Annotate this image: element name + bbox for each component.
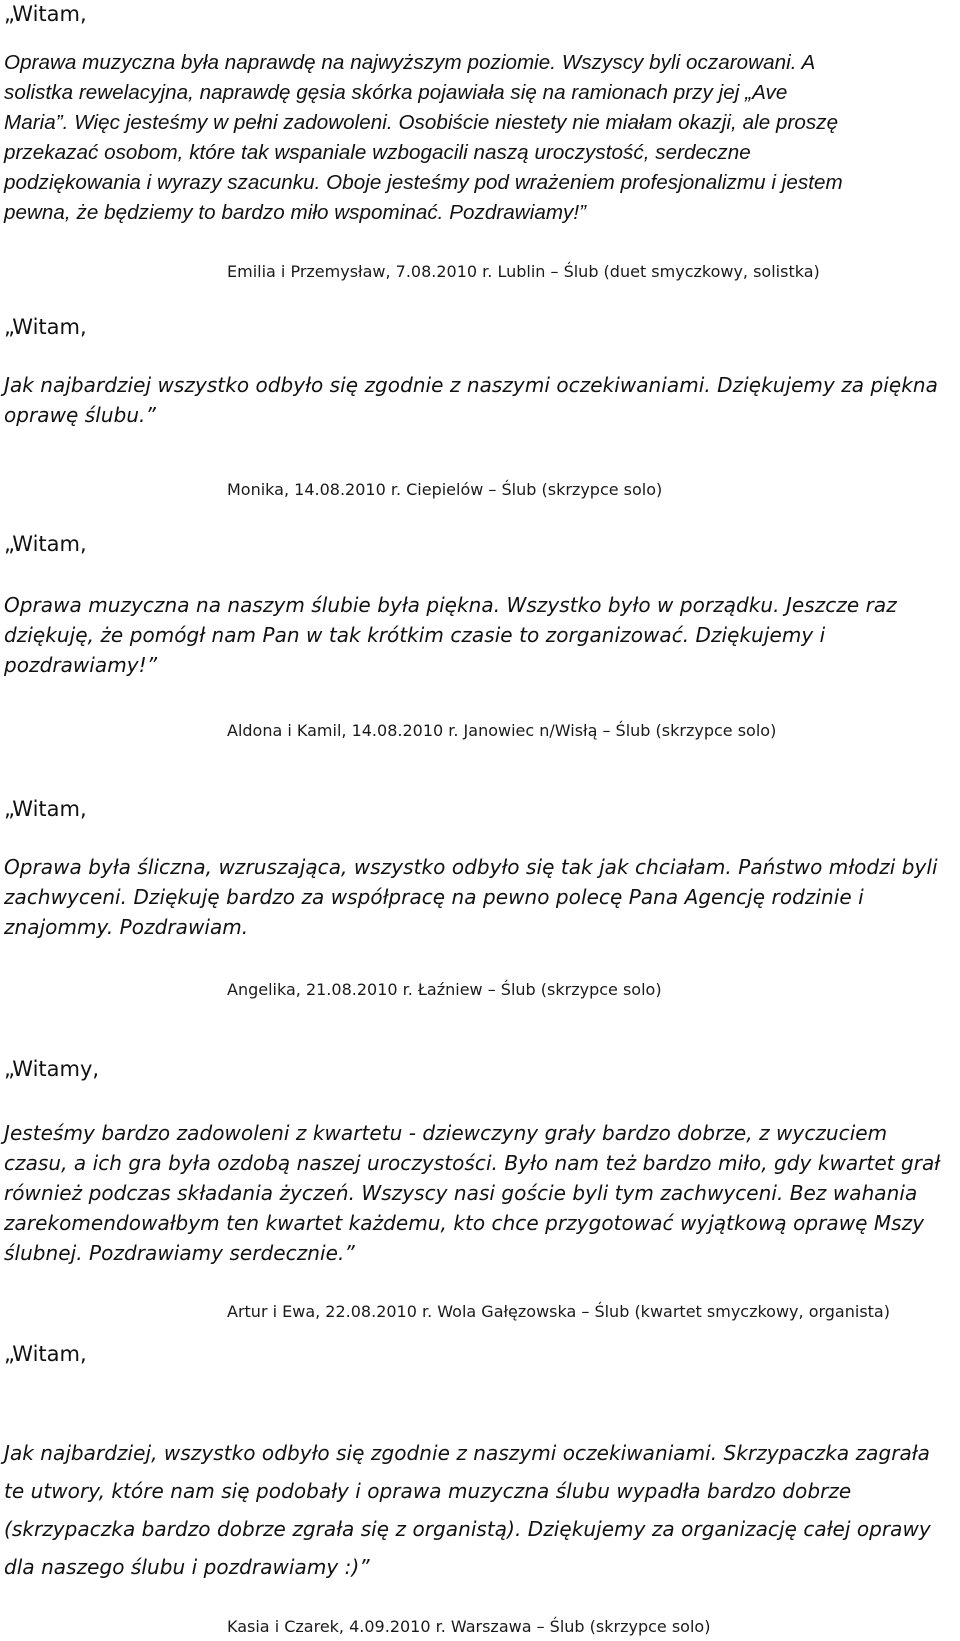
testimonial-2-signature: Monika, 14.08.2010 r. Ciepielów – Ślub (skrzypce solo) bbox=[227, 480, 663, 499]
testimonial-5-signature: Artur i Ewa, 22.08.2010 r. Wola Gałęzowska – Ślub (kwartet smyczkowy, organista) bbox=[227, 1302, 890, 1321]
testimonial-5-text: Jesteśmy bardzo zadowoleni z kwartetu - dziewczyny grały bardzo dobrze, z wyczuciem czasu, a ich gra była ozdobą naszej uroczystości. Było nam też bardzo miło, gdy kwartet grał również podczas składania życzeń. Wszyscy nasi goście byli tym zachwyceni. Bez wahania zarekomendowałbym ten kwartet każdemu, kto chce przygotować wyjątkową oprawę Mszy ślubnej. Pozdrawiamy serdecznie.” bbox=[4, 1121, 941, 1265]
testimonial-1-signature: Emilia i Przemysław, 7.08.2010 r. Lublin – Ślub (duet smyczkowy, solistka) bbox=[227, 262, 820, 281]
testimonial-2-greeting: „Witam, bbox=[4, 315, 87, 339]
testimonial-3-greeting: „Witam, bbox=[4, 532, 87, 556]
testimonial-6-greeting: „Witam, bbox=[4, 1342, 87, 1366]
testimonial-4-text: Oprawa była śliczna, wzruszająca, wszystko odbyło się tak jak chciałam. Państwo młodzi byli zachwyceni. Dziękuję bardzo za współpracę na pewno polecę Pana Agencję rodzinie i znajommy. Pozdrawiam. bbox=[4, 855, 938, 939]
testimonial-4-signature: Angelika, 21.08.2010 r. Łaźniew – Ślub (skrzypce solo) bbox=[227, 980, 662, 999]
testimonial-2-text: Jak najbardziej wszystko odbyło się zgodnie z naszymi oczekiwaniami. Dziękujemy za piękna oprawę ślubu.” bbox=[4, 373, 938, 427]
testimonial-3-text: Oprawa muzyczna na naszym ślubie była piękna. Wszystko było w porządku. Jeszcze raz dziękuję, że pomógł nam Pan w tak krótkim czasie to zorganizować. Dziękujemy i pozdrawiamy!” bbox=[4, 593, 897, 677]
testimonial-6-text: Jak najbardziej, wszystko odbyło się zgodnie z naszymi oczekiwaniami. Skrzypaczka zagrała te utwory, które nam się podobały i oprawa muzyczna ślubu wypadła bardzo dobrze (skrzypaczka bardzo dobrze zgrała się z organistą). Dziękujemy za organizację całej oprawy dla naszego ślubu i pozdrawiamy :)” bbox=[4, 1441, 931, 1579]
testimonial-3-signature: Aldona i Kamil, 14.08.2010 r. Janowiec n/Wisłą – Ślub (skrzypce solo) bbox=[227, 721, 777, 740]
testimonial-6-signature: Kasia i Czarek, 4.09.2010 r. Warszawa – Ślub (skrzypce solo) bbox=[227, 1617, 711, 1636]
testimonial-4-greeting: „Witam, bbox=[4, 797, 87, 821]
testimonial-1-greeting: „Witam, bbox=[4, 2, 87, 26]
testimonial-5-greeting: „Witamy, bbox=[4, 1057, 100, 1081]
testimonial-1-text: Oprawa muzyczna była naprawdę na najwyższym poziomie. Wszyscy byli oczarowani. A solistka rewelacyjna, naprawdę gęsia skórka pojawiała się na ramionach przy jej „Ave Maria”. Więc jesteśmy w pełni zadowoleni. Osobiście niestety nie miałam okazji, ale proszę przekazać osobom, które tak wspaniale wzbogacili naszą uroczystość, serdeczne podziękowania i wyrazy szacunku. Oboje jesteśmy pod wrażeniem profesjonalizmu i jestem pewna, że będziemy to bardzo miło wspominać. Pozdrawiamy!” bbox=[4, 51, 843, 224]
